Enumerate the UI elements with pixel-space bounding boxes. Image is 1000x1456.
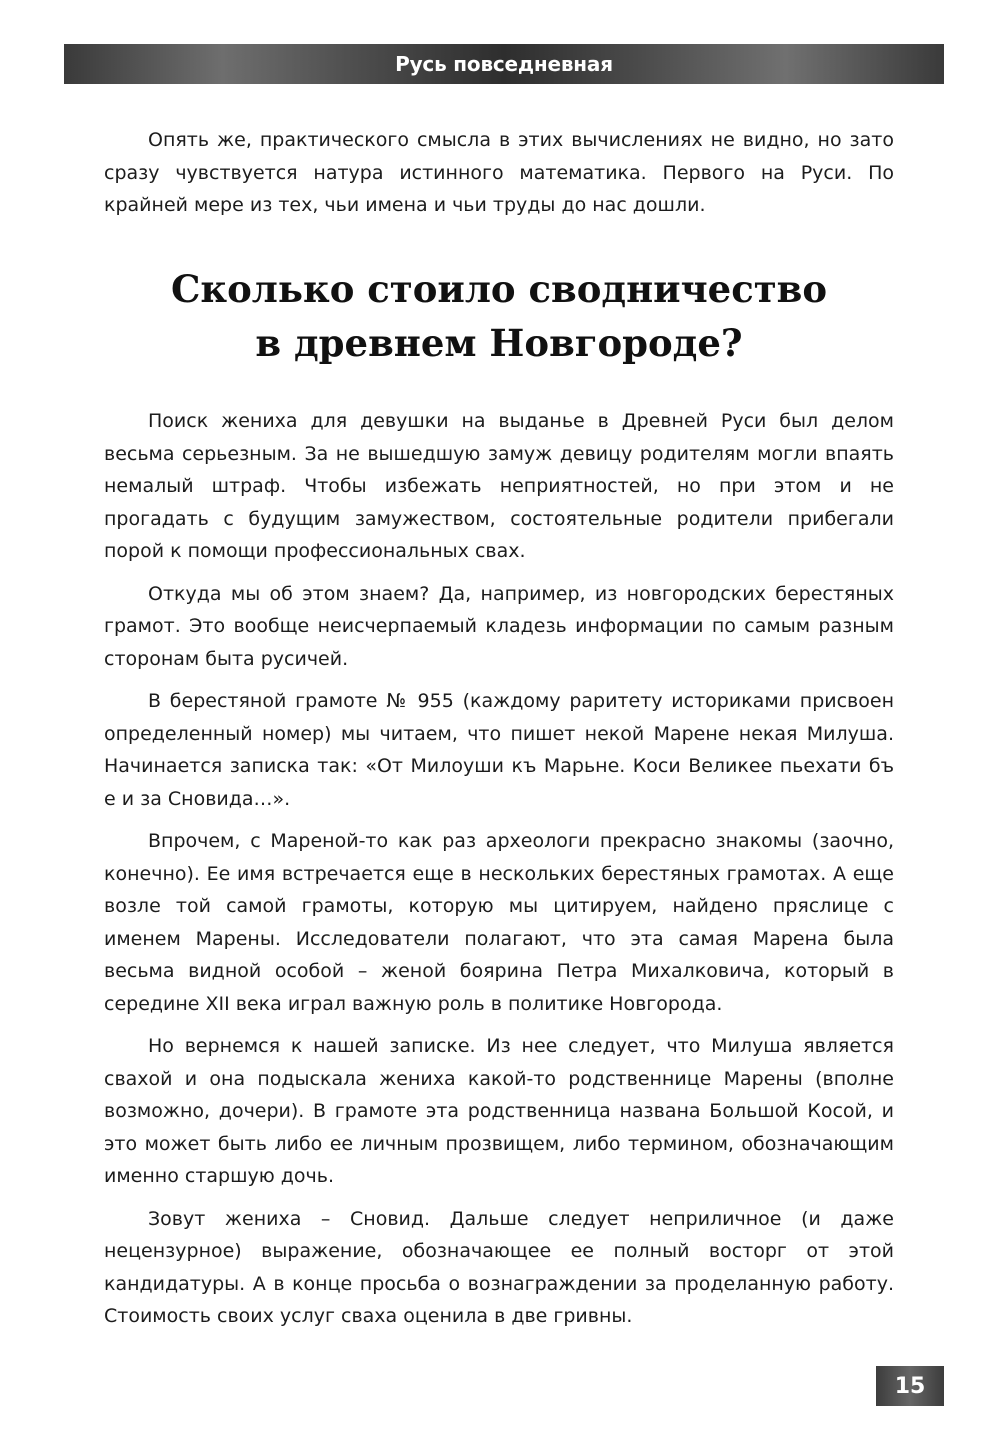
- section-title-line-2: в древнем Новгороде?: [255, 321, 743, 365]
- paragraph: В берестяной грамоте № 955 (каждому раритету историками присвоен определенный номер) мы читаем, что пишет некой Марене некая Милуша. Начинается записка так: «От Милоуши къ Марьне. Коси Великее пьехати бъ е и за Сновида…».: [104, 690, 894, 810]
- section-title: [104, 262, 894, 370]
- running-header-title: Русь повседневная: [395, 52, 613, 76]
- page-number: 15: [876, 1366, 944, 1406]
- paragraph: Откуда мы об этом знаем? Да, например, из новгородских берестяных грамот. Это вообще неисчерпаемый кладезь информации по самым разным сторонам быта русичей.: [104, 582, 894, 670]
- lead-paragraph: Опять же, практического смысла в этих вычислениях не видно, но зато сразу чувствуется натура истинного математика. Первого на Руси. По крайней мере из тех, чьи имена и чьи труды до нас дошли.: [104, 129, 894, 216]
- paragraph: Но вернемся к нашей записке. Из нее следует, что Милуша является свахой и она подыскала жениха какой-то родственнице Марены (вполне возможно, дочери). В грамоте эта родственница названа Большой Косой, и это может быть либо ее личным прозвищем, либо термином, обозначающим именно старшую дочь.: [104, 1035, 894, 1187]
- article-body: [104, 405, 894, 1343]
- paragraph: Впрочем, с Мареной-то как раз археологи прекрасно знакомы (заочно, конечно). Ее имя встречается еще в нескольких берестяных грамотах. А еще возле той самой грамоты, которую мы цитируем, найдено пряслице с именем Марены. Исследователи полагают, что эта самая Марена была весьма видной особой – женой боярина Петра Михалковича, который в середине XII века играл важную роль в политике Новгорода.: [104, 830, 894, 1015]
- paragraph: Зовут жениха – Сновид. Дальше следует неприличное (и даже нецензурное) выражение, обозначающее ее полный восторг от этой кандидатуры. А в конце просьба о вознаграждении за проделанную работу. Стоимость своих услуг сваха оценила в две гривны.: [104, 1207, 894, 1327]
- paragraph: Поиск жениха для девушки на выданье в Древней Руси был делом весьма серьезным. За не вышедшую замуж девицу родителям могли впаять немалый штраф. Чтобы избежать неприятностей, но при этом и не прогадать с будущим замужеством, состоятельные родители прибегали порой к помощи профессиональных свах.: [104, 410, 894, 562]
- section-title-line-1: Сколько стоило сводничество: [170, 267, 828, 311]
- running-header: [64, 44, 944, 84]
